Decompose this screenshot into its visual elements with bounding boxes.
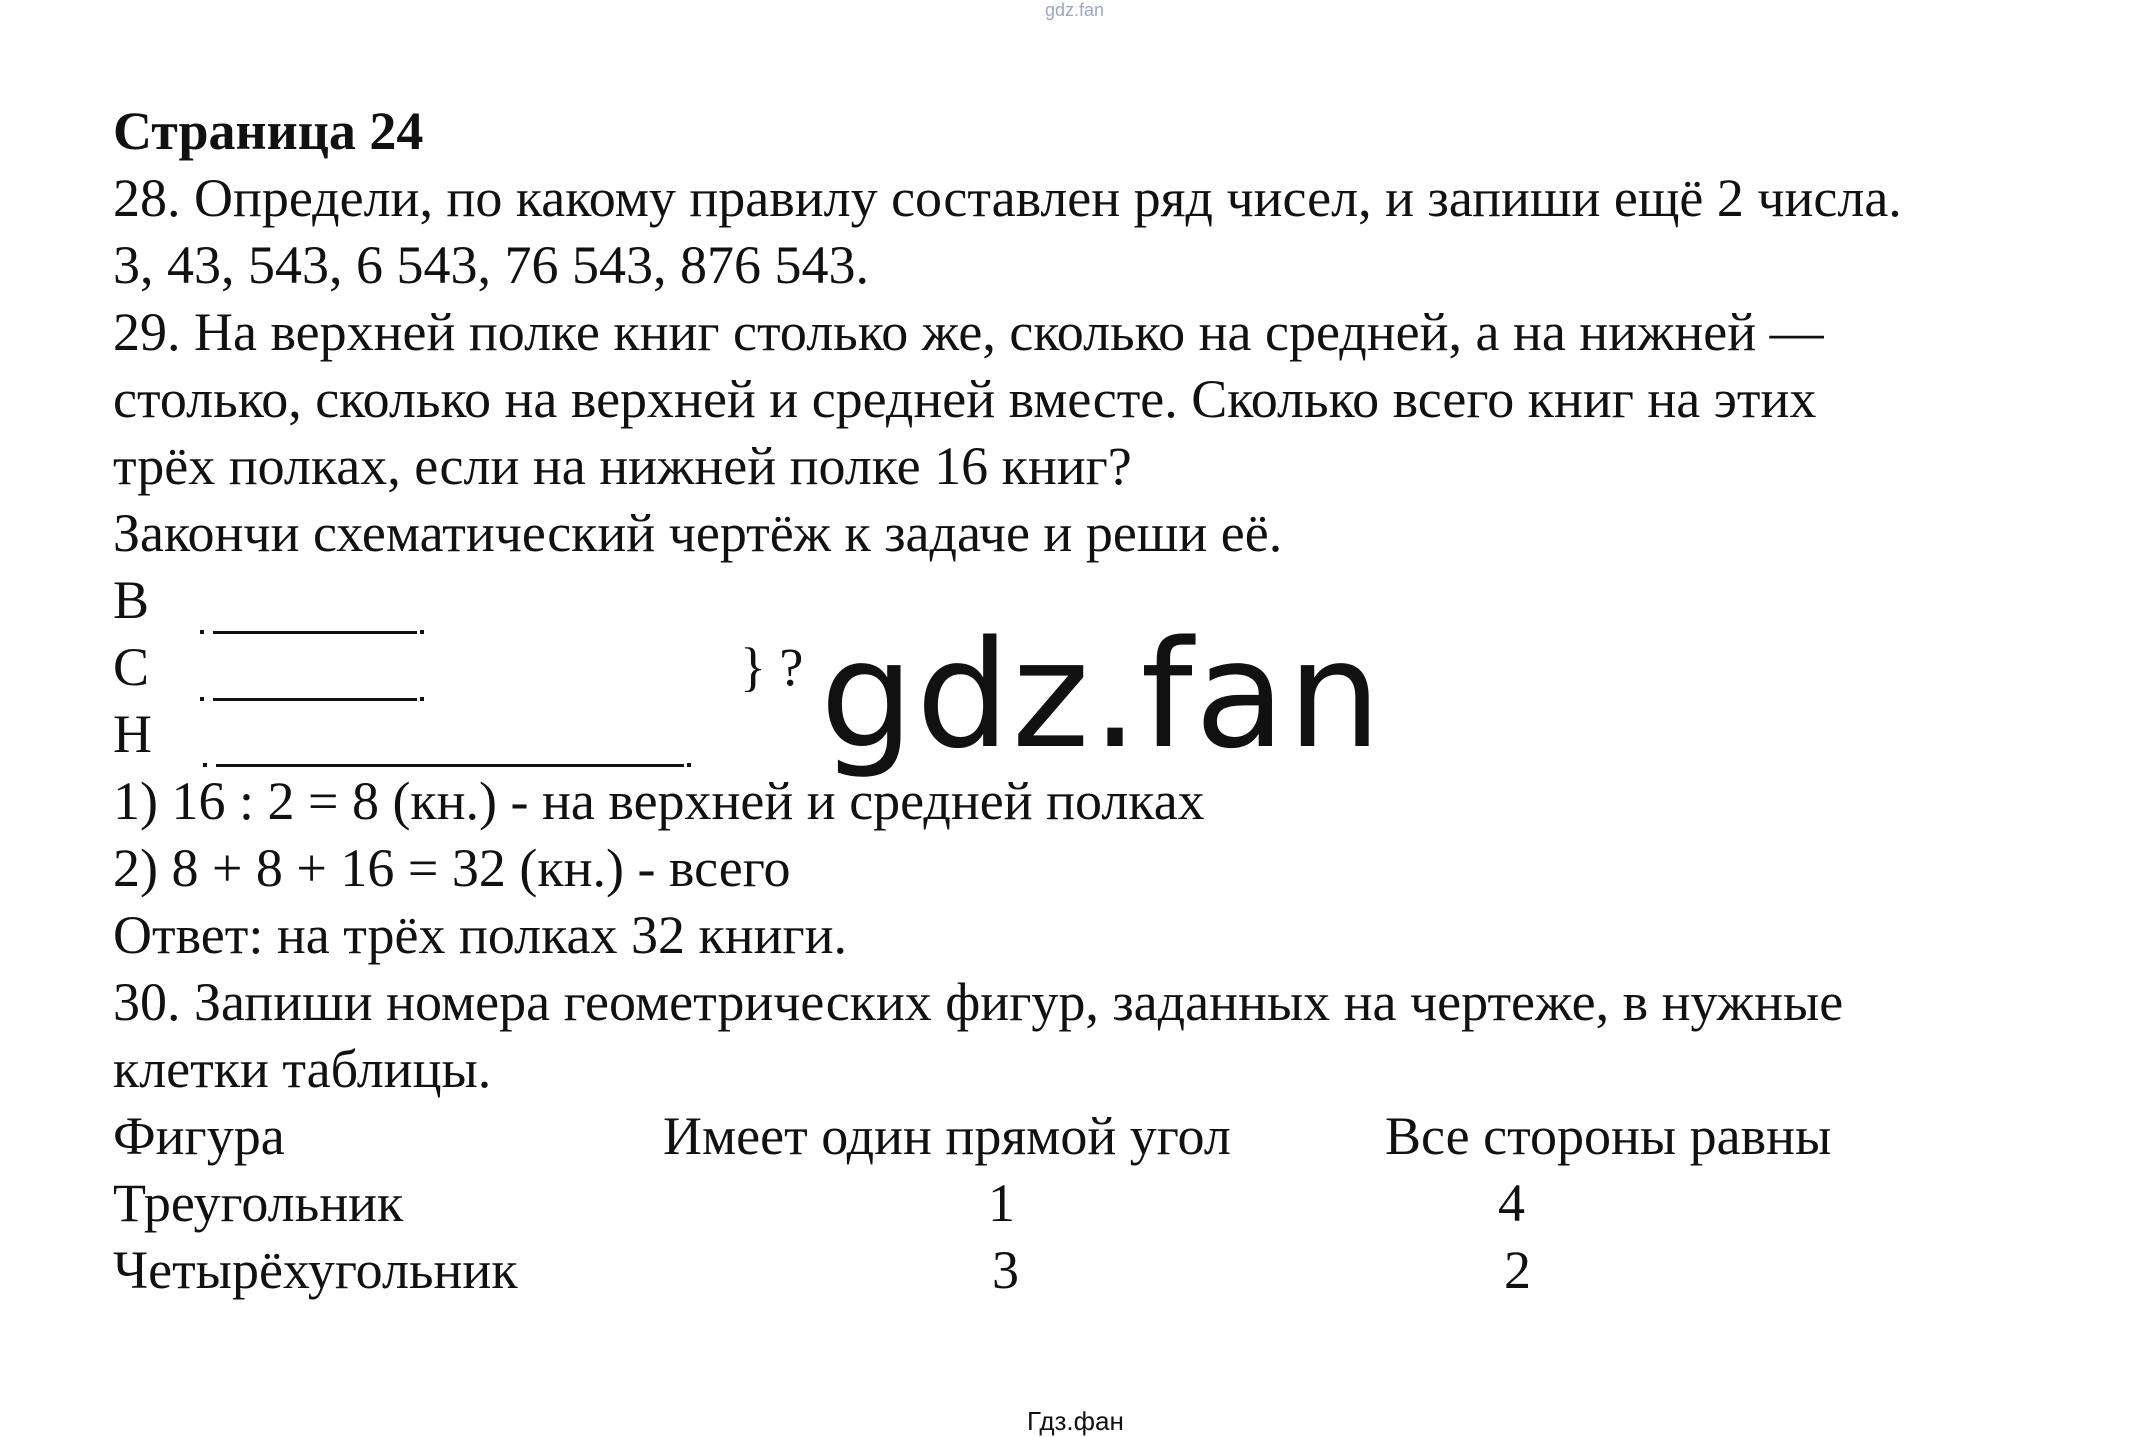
footer-watermark: Гдз.фан <box>1027 1406 1124 1436</box>
scheme-line-b <box>213 631 417 634</box>
table-header-right-angle: Имеет один прямой угол <box>663 1106 1231 1166</box>
task30-line1: 30. Запиши номера геометрических фигур, заданных на чертеже, в нужные <box>113 972 1844 1032</box>
scheme-line-c <box>213 698 417 701</box>
header-watermark: gdz.fan <box>1045 0 1105 20</box>
scheme-brace-question: } ? <box>740 637 804 697</box>
task29-step2: 2) 8 + 8 + 16 = 32 (кн.) - всего <box>113 838 791 898</box>
table-row-triangle-right-angle: 1 <box>988 1173 1015 1233</box>
scheme-segment-c <box>200 697 204 701</box>
task29-answer: Ответ: на трёх полках 32 книги. <box>113 905 848 965</box>
scheme-end-h <box>687 763 691 767</box>
task29-line2: столько, сколько на верхней и средней вместе. Сколько всего книг на этих <box>113 369 1817 429</box>
table-header-equal-sides: Все стороны равны <box>1385 1106 1832 1166</box>
table-row-quadrilateral-equal-sides: 2 <box>1504 1240 1531 1300</box>
task30-line2: клетки таблицы. <box>113 1039 492 1099</box>
page-heading: Страница 24 <box>113 101 424 161</box>
scheme-row-b <box>113 567 149 633</box>
scheme-row-h <box>113 701 152 767</box>
table-row-quadrilateral-name: Четырёхугольник <box>113 1240 518 1300</box>
task29-line3: трёх полках, если на нижней полке 16 книг? <box>113 436 1132 496</box>
task29-step1: 1) 16 : 2 = 8 (кн.) - на верхней и средней полках <box>113 771 1205 831</box>
table-row-quadrilateral-right-angle: 3 <box>992 1240 1019 1300</box>
scheme-row-c <box>113 634 149 700</box>
scheme-end-b <box>420 630 424 634</box>
scheme-segment-b <box>200 630 204 634</box>
scheme-label-c: С <box>113 637 150 697</box>
scheme-end-c <box>420 697 424 701</box>
task28-line2: 3, 43, 543, 6 543, 76 543, 876 543. <box>113 235 869 295</box>
task28-line1: 28. Определи, по какому правилу составлен ряд чисел, и запиши ещё 2 числа. <box>113 168 1902 228</box>
center-watermark: gdz.fan <box>820 609 1384 781</box>
table-header-figure: Фигура <box>113 1106 285 1166</box>
scheme-label-b: В <box>113 570 150 630</box>
table-row-triangle-name: Треугольник <box>113 1173 404 1233</box>
scheme-line-h <box>216 764 684 767</box>
table-row-triangle-equal-sides: 4 <box>1498 1173 1525 1233</box>
task29-line4: Закончи схематический чертёж к задаче и реши её. <box>113 503 1283 563</box>
task29-line1: 29. На верхней полке книг столько же, сколько на средней, а на нижней — <box>113 302 1824 362</box>
scheme-segment-h <box>203 763 207 767</box>
scheme-label-h: Н <box>113 704 152 764</box>
